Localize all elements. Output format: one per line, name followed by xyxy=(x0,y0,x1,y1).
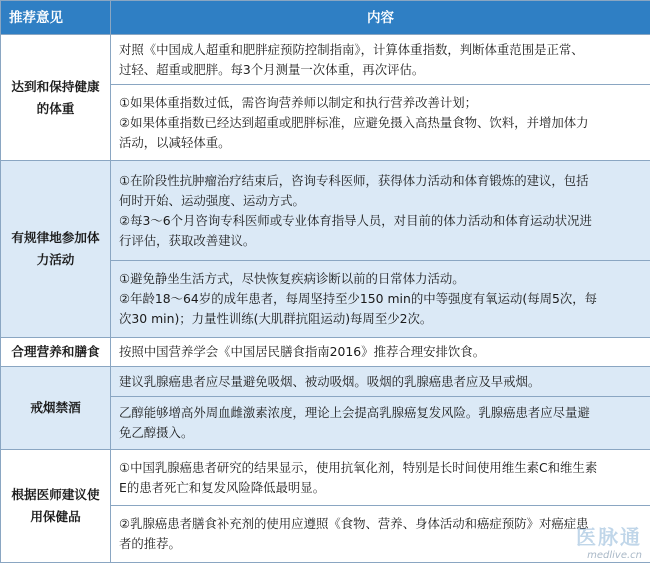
content-line: ②乳腺癌患者膳食补充剂的使用应遵照《食物、营养、身体活动和癌症预防》对癌症患 xyxy=(119,516,589,531)
content-line: 过轻、超重或肥胖。每3个月测量一次体重，再次评估。 xyxy=(119,61,425,77)
content-line: ①如果体重指数过低，需咨询营养师以制定和执行营养改善计划； xyxy=(119,94,478,110)
content-line: 次30 min)；力量性训练(大肌群抗阻运动)每周至少2次。 xyxy=(119,311,433,326)
watermark xyxy=(576,521,642,561)
content-cell xyxy=(111,506,650,563)
content-cell xyxy=(111,261,650,338)
category-line: 根据医师建议使 xyxy=(11,487,100,502)
category-line: 合理营养和膳食 xyxy=(11,344,100,359)
category-line: 力活动 xyxy=(36,252,75,267)
category-cell-weight xyxy=(1,35,111,161)
category-line: 戒烟禁酒 xyxy=(30,400,81,415)
watermark-logo: 医脉通 xyxy=(576,525,642,549)
content-line: ①在阶段性抗肿瘤治疗结束后，咨询专科医师，获得体力活动和体育锻炼的建议，包括 xyxy=(119,172,589,188)
table-header-row xyxy=(1,1,650,35)
content-cell xyxy=(111,338,650,367)
content-line: 对照《中国成人超重和肥胖症预防控制指南》，计算体重指数，判断体重范围是正常、 xyxy=(119,41,584,57)
content-line: 活动，以减轻体重。 xyxy=(119,134,231,150)
content-line: 乙醇能够增高外周血雌激素浓度，理论上会提高乳腺癌复发风险。乳腺癌患者应尽量避 xyxy=(119,405,590,420)
table-row xyxy=(1,450,650,506)
header-recommendation: 推荐意见 xyxy=(1,1,111,35)
category-cell-smoking xyxy=(1,367,111,450)
content-line: ②年龄18～64岁的成年患者，每周坚持至少150 min的中等强度有氧运动(每周5次，每 xyxy=(119,291,598,306)
content-line: 建议乳腺癌患者应尽量避免吸烟、被动吸烟。吸烟的乳腺癌患者应及早戒烟。 xyxy=(119,373,541,389)
table-row xyxy=(1,161,650,261)
category-line: 用保健品 xyxy=(30,509,81,524)
header-content: 内容 xyxy=(111,1,650,35)
category-line: 达到和保持健康 xyxy=(11,78,100,94)
content-cell xyxy=(111,367,650,397)
content-cell xyxy=(111,161,650,261)
content-cell xyxy=(111,450,650,506)
content-cell xyxy=(111,35,650,85)
content-cell xyxy=(111,85,650,161)
table-row xyxy=(1,338,650,367)
watermark-url: medlive.cn xyxy=(587,550,642,561)
category-line: 的体重 xyxy=(36,100,75,116)
content-line: 行评估，获取改善建议。 xyxy=(119,232,256,248)
content-line: E的患者死亡和复发风险降低最明显。 xyxy=(119,479,326,495)
content-line: 何时开始、运动强度、运动方式。 xyxy=(119,192,305,208)
table-row xyxy=(1,35,650,85)
category-line: 有规律地参加体 xyxy=(11,230,100,245)
table-row xyxy=(1,367,650,397)
content-line: ②如果体重指数已经达到超重或肥胖标准，应避免摄入高热量食物、饮料，并增加体力 xyxy=(119,114,589,130)
content-line: 者的推荐。 xyxy=(119,536,181,551)
category-cell-nutrition xyxy=(1,338,111,367)
content-line: 按照中国营养学会《中国居民膳食指南2016》推荐合理安排饮食。 xyxy=(119,344,486,359)
category-cell-activity xyxy=(1,161,111,338)
content-line: ②每3～6个月咨询专科医师或专业体育指导人员，对目前的体力活动和体育运动状况进 xyxy=(119,212,592,228)
content-cell xyxy=(111,397,650,450)
content-line: ①中国乳腺癌患者研究的结果显示，使用抗氧化剂，特别是长时间使用维生素C和维生素 xyxy=(119,459,598,475)
content-line: ①避免静坐生活方式，尽快恢复疾病诊断以前的日常体力活动。 xyxy=(119,271,465,286)
category-cell-supplements xyxy=(1,450,111,563)
content-line: 免乙醇摄入。 xyxy=(119,425,194,440)
